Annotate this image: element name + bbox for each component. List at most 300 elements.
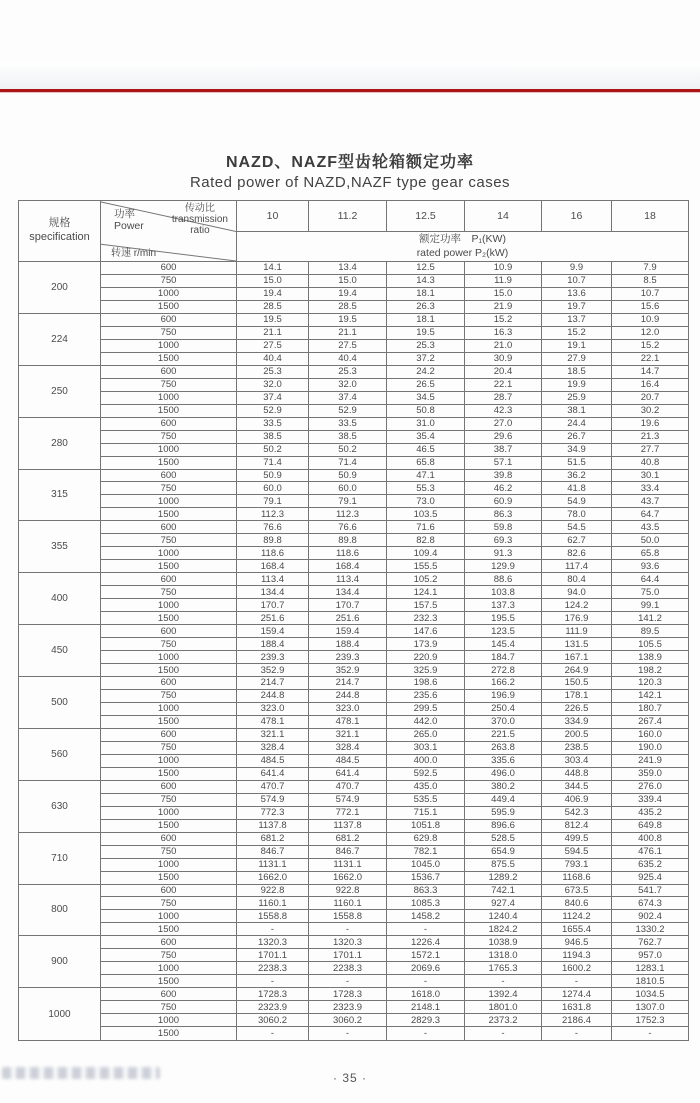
power-value-cell: 168.4 [237,560,309,573]
table-row [19,365,689,378]
power-value-cell: 43.5 [612,521,689,534]
power-value-cell: 272.8 [465,664,542,677]
power-value-cell: 188.4 [309,638,387,651]
power-value-cell: 1701.1 [237,949,309,962]
spec-cell: 560 [19,728,101,780]
power-value-cell: 118.6 [309,547,387,560]
power-value-cell: 71.4 [309,456,387,469]
power-value-cell: 166.2 [465,677,542,690]
power-value-cell: 250.4 [465,702,542,715]
power-value-cell: 1330.2 [612,923,689,936]
power-value-cell: 1458.2 [387,910,465,923]
power-value-cell: 1034.5 [612,988,689,1001]
power-value-cell: 762.7 [612,936,689,949]
power-value-cell: - [542,1027,612,1041]
power-value-cell: 14.7 [612,365,689,378]
power-value-cell: 299.5 [387,702,465,715]
speed-cell: 750 [101,741,237,754]
power-value-cell: 1392.4 [465,988,542,1001]
speed-cell: 750 [101,378,237,391]
power-value-cell: 30.2 [612,404,689,417]
power-value-cell: 118.6 [237,547,309,560]
power-value-cell: 1051.8 [387,819,465,832]
power-value-cell: 103.5 [387,508,465,521]
power-value-cell: 176.9 [542,612,612,625]
table-row [19,923,689,936]
table-body [19,262,689,1041]
power-value-cell: 52.9 [237,404,309,417]
speed-cell: 750 [101,586,237,599]
power-value-cell: 875.5 [465,858,542,871]
power-value-cell: 20.4 [465,365,542,378]
spec-cell: 800 [19,884,101,936]
power-value-cell: 484.5 [237,754,309,767]
speed-cell: 1500 [101,508,237,521]
speed-cell: 600 [101,936,237,949]
power-value-cell: 36.2 [542,469,612,482]
power-value-cell: 50.9 [237,469,309,482]
speed-cell: 750 [101,689,237,702]
power-value-cell: 22.1 [612,352,689,365]
speed-cell: 750 [101,482,237,495]
power-value-cell: 80.4 [542,573,612,586]
power-value-cell: 542.3 [542,806,612,819]
power-value-cell: 2238.3 [237,962,309,975]
power-value-cell: 99.1 [612,599,689,612]
speed-cell: 1000 [101,1014,237,1027]
power-value-cell: 541.7 [612,884,689,897]
power-value-cell: 654.9 [465,845,542,858]
speed-cell: 600 [101,365,237,378]
power-value-cell: 265.0 [387,728,465,741]
power-value-cell: 198.6 [387,677,465,690]
power-value-cell: 19.4 [309,287,387,300]
power-value-cell: 88.6 [465,573,542,586]
power-value-cell: 1558.8 [309,910,387,923]
speed-cell: 600 [101,884,237,897]
power-value-cell: 86.3 [465,508,542,521]
table-row [19,702,689,715]
speed-cell: 1500 [101,715,237,728]
power-value-cell: 120.3 [612,677,689,690]
speed-cell: 1000 [101,651,237,664]
power-value-cell: 13.7 [542,313,612,326]
power-value-cell: 1662.0 [237,871,309,884]
table-row [19,430,689,443]
power-value-cell: 46.5 [387,443,465,456]
power-value-cell: 37.2 [387,352,465,365]
power-value-cell: 173.9 [387,638,465,651]
power-value-cell: 47.1 [387,469,465,482]
spec-label-en: specification [29,231,90,243]
speed-cell: 750 [101,1001,237,1014]
power-value-cell: 1728.3 [309,988,387,1001]
table-row [19,300,689,313]
spec-label-zh: 规格 [48,217,71,230]
power-value-cell: 10.9 [612,313,689,326]
power-value-cell: 26.7 [542,430,612,443]
power-value-cell: 79.1 [237,495,309,508]
power-value-cell: 334.9 [542,715,612,728]
spec-cell: 400 [19,573,101,625]
power-value-cell: 1307.0 [612,1001,689,1014]
power-value-cell: 19.7 [542,300,612,313]
power-value-cell: 328.4 [309,741,387,754]
power-value-cell: 76.6 [237,521,309,534]
power-value-cell: 14.3 [387,274,465,287]
power-value-cell: 75.0 [612,586,689,599]
power-value-cell: 19.6 [612,417,689,430]
power-value-cell: 94.0 [542,586,612,599]
power-value-cell: 1320.3 [309,936,387,949]
power-value-cell: 400.0 [387,754,465,767]
power-value-cell: 214.7 [309,677,387,690]
power-value-cell: 812.4 [542,819,612,832]
power-value-cell: 19.9 [542,378,612,391]
rated-power-table [18,200,689,1041]
power-value-cell: 641.4 [237,767,309,780]
power-value-cell: 138.9 [612,651,689,664]
power-value-cell: 673.5 [542,884,612,897]
power-value-cell: 478.1 [237,715,309,728]
power-value-cell: 1631.8 [542,1001,612,1014]
table-row [19,832,689,845]
ratio-value-cell: 11.2 [309,201,387,232]
power-value-cell: 863.3 [387,884,465,897]
power-value-cell: 65.8 [612,547,689,560]
power-value-cell: 30.1 [612,469,689,482]
power-value-cell: 214.7 [237,677,309,690]
table-row [19,482,689,495]
power-value-cell: - [387,1027,465,1041]
power-value-cell: 896.6 [465,819,542,832]
power-value-cell: 180.7 [612,702,689,715]
power-value-cell: 635.2 [612,858,689,871]
power-value-cell: 198.2 [612,664,689,677]
power-value-cell: 39.8 [465,469,542,482]
speed-cell: 600 [101,573,237,586]
power-value-cell: 276.0 [612,780,689,793]
power-value-cell: 82.8 [387,534,465,547]
power-value-cell: 1137.8 [309,819,387,832]
power-value-cell: 28.5 [309,300,387,313]
power-value-cell: 71.6 [387,521,465,534]
power-value-cell: 40.4 [309,352,387,365]
power-value-cell: 71.4 [237,456,309,469]
power-value-cell: 1810.5 [612,975,689,988]
speed-cell: 1000 [101,962,237,975]
power-value-cell: 448.8 [542,767,612,780]
power-value-cell: 846.7 [309,845,387,858]
speed-label: 转速 r/min [111,248,156,259]
power-value-cell: 117.4 [542,560,612,573]
power-value-cell: 64.7 [612,508,689,521]
power-value-cell: 235.6 [387,689,465,702]
power-value-cell: 38.7 [465,443,542,456]
power-value-cell: 50.8 [387,404,465,417]
power-value-cell: 15.0 [309,274,387,287]
ratio-value-cell: 18 [612,201,689,232]
ratio-label-zh: 传动比 [184,203,215,214]
table-row [19,845,689,858]
power-value-cell: 2069.6 [387,962,465,975]
power-value-cell: 170.7 [309,599,387,612]
power-value-cell: 535.5 [387,793,465,806]
ratio-value-cell: 10 [237,201,309,232]
power-value-cell: 32.0 [309,378,387,391]
power-value-cell: 1320.3 [237,936,309,949]
spec-cell: 200 [19,262,101,314]
power-value-cell: 60.9 [465,495,542,508]
power-value-cell: 178.1 [542,689,612,702]
power-value-cell: 400.8 [612,832,689,845]
power-value-cell: 226.5 [542,702,612,715]
power-value-cell: 484.5 [309,754,387,767]
ratio-value-cell: 14 [465,201,542,232]
power-value-cell: 142.1 [612,689,689,702]
table-row [19,352,689,365]
table-row [19,962,689,975]
speed-cell: 600 [101,677,237,690]
power-value-cell: 251.6 [309,612,387,625]
power-value-cell: 15.2 [465,313,542,326]
table-row [19,404,689,417]
speed-cell: 750 [101,897,237,910]
power-value-cell: 1765.3 [465,962,542,975]
power-value-cell: 772.3 [237,806,309,819]
power-value-cell: 13.4 [309,262,387,275]
power-value-cell: 370.0 [465,715,542,728]
table-row [19,456,689,469]
power-value-cell: 41.8 [542,482,612,495]
power-value-cell: 594.5 [542,845,612,858]
power-value-cell: 641.4 [309,767,387,780]
table-row [19,1001,689,1014]
table-row [19,767,689,780]
power-value-cell: 2148.1 [387,1001,465,1014]
power-value-cell: 51.5 [542,456,612,469]
power-value-cell: 26.3 [387,300,465,313]
power-value-cell: 681.2 [237,832,309,845]
speed-cell: 600 [101,262,237,275]
power-value-cell: 1536.7 [387,871,465,884]
speed-cell: 600 [101,417,237,430]
table-row [19,287,689,300]
power-value-cell: 167.1 [542,651,612,664]
table-row [19,819,689,832]
ratio-label-en2: ratio [190,225,210,236]
table-row [19,715,689,728]
power-value-cell: 325.9 [387,664,465,677]
page-title: NAZD、NAZF型齿轮箱额定功率 [225,154,475,171]
speed-cell: 1000 [101,443,237,456]
power-value-cell: 147.6 [387,625,465,638]
power-value-cell: 1701.1 [309,949,387,962]
power-value-cell: 574.9 [237,793,309,806]
power-value-cell: 170.7 [237,599,309,612]
power-value-cell: 25.9 [542,391,612,404]
power-value-cell: 592.5 [387,767,465,780]
spec-cell: 224 [19,313,101,365]
power-value-cell: 37.4 [237,391,309,404]
power-value-cell: 1160.1 [237,897,309,910]
spec-cell: 710 [19,832,101,884]
power-value-cell: 50.9 [309,469,387,482]
power-value-cell: 50.0 [612,534,689,547]
table-row [19,262,689,275]
speed-cell: 1500 [101,404,237,417]
spec-cell: 280 [19,417,101,469]
power-value-cell: 1283.1 [612,962,689,975]
speed-cell: 1500 [101,975,237,988]
power-value-cell: 32.0 [237,378,309,391]
power-value-cell: 55.3 [387,482,465,495]
power-value-cell: 1824.2 [465,923,542,936]
power-value-cell: 21.1 [309,326,387,339]
speed-cell: 600 [101,521,237,534]
speed-cell: 750 [101,534,237,547]
power-value-cell: 649.8 [612,819,689,832]
speed-cell: 1000 [101,599,237,612]
power-value-cell: 78.0 [542,508,612,521]
power-value-cell: 42.3 [465,404,542,417]
power-value-cell: 14.1 [237,262,309,275]
spec-cell: 900 [19,936,101,988]
power-value-cell: 1289.2 [465,871,542,884]
power-value-cell: 2186.4 [542,1014,612,1027]
power-value-cell: 65.8 [387,456,465,469]
power-value-cell: 62.7 [542,534,612,547]
power-value-cell: 57.1 [465,456,542,469]
power-value-cell: 18.5 [542,365,612,378]
table-row [19,443,689,456]
speed-cell: 1500 [101,1027,237,1041]
table-row [19,664,689,677]
table-row [19,1027,689,1041]
table-row [19,547,689,560]
power-value-cell: 1655.4 [542,923,612,936]
power-value-cell: 28.5 [237,300,309,313]
power-value-cell: 9.9 [542,262,612,275]
power-value-cell: 31.0 [387,417,465,430]
power-value-cell: 1226.4 [387,936,465,949]
power-value-cell: 111.9 [542,625,612,638]
power-value-cell: 352.9 [309,664,387,677]
power-value-cell: 221.5 [465,728,542,741]
power-value-cell: 344.5 [542,780,612,793]
spec-cell: 630 [19,780,101,832]
table-row [19,884,689,897]
power-value-cell: 16.4 [612,378,689,391]
power-value-cell: 328.4 [237,741,309,754]
table-row [19,274,689,287]
power-value-cell: 11.9 [465,274,542,287]
power-value-cell: 29.6 [465,430,542,443]
power-value-cell: 20.7 [612,391,689,404]
power-value-cell: 38.5 [237,430,309,443]
power-value-cell: 38.5 [309,430,387,443]
power-value-cell: 251.6 [237,612,309,625]
power-value-cell: 321.1 [237,728,309,741]
speed-cell: 1500 [101,923,237,936]
power-value-cell: 1618.0 [387,988,465,1001]
power-value-cell: 19.1 [542,339,612,352]
table-row [19,313,689,326]
table-row [19,612,689,625]
speed-cell: 750 [101,845,237,858]
power-value-cell: 21.0 [465,339,542,352]
table-row [19,975,689,988]
power-value-cell: 303.4 [542,754,612,767]
power-label-zh: 功率 [114,208,135,220]
power-value-cell: 470.7 [309,780,387,793]
table-row [19,339,689,352]
power-value-cell: 681.2 [309,832,387,845]
power-value-cell: 1045.0 [387,858,465,871]
power-value-cell: 1752.3 [612,1014,689,1027]
power-value-cell: 1728.3 [237,988,309,1001]
power-value-cell: 238.5 [542,741,612,754]
speed-cell: 750 [101,326,237,339]
page-subtitle: Rated power of NAZD,NAZF type gear cases [189,174,511,191]
power-value-cell: 772.1 [309,806,387,819]
spec-cell: 250 [19,365,101,417]
ratio-value-cell: 16 [542,201,612,232]
power-value-cell: 925.4 [612,871,689,884]
power-value-cell: 25.3 [237,365,309,378]
table-row [19,754,689,767]
power-value-cell: 188.4 [237,638,309,651]
power-value-cell: 22.1 [465,378,542,391]
power-value-cell: 105.5 [612,638,689,651]
power-value-cell: 33.5 [237,417,309,430]
power-value-cell: 303.1 [387,741,465,754]
power-value-cell: 15.0 [237,274,309,287]
table-row [19,326,689,339]
power-value-cell: 840.6 [542,897,612,910]
power-value-cell: 24.4 [542,417,612,430]
power-value-cell: 1558.8 [237,910,309,923]
power-value-cell: 37.4 [309,391,387,404]
power-value-cell: 239.3 [237,651,309,664]
power-value-cell: 478.1 [309,715,387,728]
power-value-cell: - [387,975,465,988]
table-row [19,625,689,638]
power-value-cell: 2238.3 [309,962,387,975]
table-row [19,936,689,949]
power-value-cell: - [465,975,542,988]
speed-cell: 1000 [101,858,237,871]
power-value-cell: 25.3 [309,365,387,378]
power-value-cell: 7.9 [612,262,689,275]
speed-cell: 750 [101,638,237,651]
power-value-cell: 13.6 [542,287,612,300]
spec-header-cell [19,201,101,262]
power-value-cell: 435.2 [612,806,689,819]
power-value-cell: 496.0 [465,767,542,780]
power-value-cell: 406.9 [542,793,612,806]
power-value-cell: 30.9 [465,352,542,365]
power-value-cell: 2829.3 [387,1014,465,1027]
power-value-cell: 470.7 [237,780,309,793]
power-value-cell: 196.9 [465,689,542,702]
power-value-cell: 1801.0 [465,1001,542,1014]
table-row [19,988,689,1001]
power-value-cell: 200.5 [542,728,612,741]
power-value-cell: 629.8 [387,832,465,845]
power-value-cell: 1662.0 [309,871,387,884]
power-value-cell: 27.7 [612,443,689,456]
